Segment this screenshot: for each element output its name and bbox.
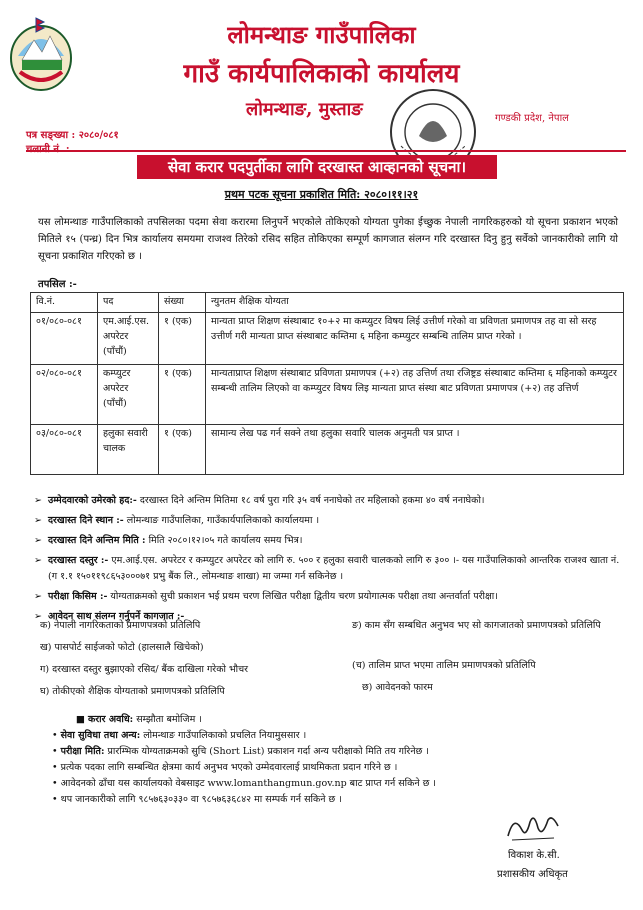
point-label: दरखास्त दस्तुर :-	[48, 555, 109, 566]
point-text: योग्यताक्रमको सुची प्रकाशन भई प्रथम चरण लिखित परीक्षा द्वितीय चरण प्रयोगात्मक परीक्षा तथा अन्तर्वार्ता परीक्षा।	[107, 591, 498, 602]
cell-post: एम.आई.एस. अपरेटर (पाँचौं)	[98, 313, 159, 365]
dispatch-number	[26, 141, 70, 155]
service-text: लोमन्थाङ गाउँपालिकाको प्रचलित नियामुससार ।	[140, 730, 307, 741]
point-exam-date	[42, 744, 622, 760]
contract-label: करार अवधि:	[88, 714, 134, 725]
point-form-download	[42, 776, 622, 792]
table-row	[31, 313, 624, 365]
exam-text: प्रारम्भिक योग्यताक्रमको सुचि (Short List) प्रकाशन गर्दा अन्य परीक्षाको मिति तय गरिनेछ ।	[104, 746, 429, 757]
table-row	[31, 425, 624, 475]
point-text: एम.आई.एस. अपरेटर र कम्प्युटर अपरेटर को लागि रु. ५०० र हलुका सवारी चालकको लागि रु ३०० ।- यस गाउँपालिकाको आन्तरिक राजश्व खाता नं. (ग १.१ १५०११९८६५३०००७१ प्रभु बैंक लि., लोमन्थाङ शाखा) मा जम्मा गर्न सकिनेछ ।	[48, 555, 620, 582]
point-label: आवेदन साथ संलग्न गर्नुपर्ने कागजात :-	[48, 611, 185, 622]
point-exam-type	[26, 589, 626, 605]
point-label: दरखास्त दिने स्थान :-	[48, 515, 124, 526]
posts-table	[30, 292, 624, 475]
point-label: दरखास्त दिने अन्तिम मिति :	[48, 535, 146, 546]
table-row	[31, 365, 624, 425]
point-label: परीक्षा किसिम :-	[48, 591, 108, 602]
doc-citizenship: क) नेपाली नागरिकताको प्रमाणपत्रको प्रतिलिपि	[40, 620, 201, 631]
point-fee	[26, 553, 626, 585]
office-name: गाउँ कार्यपालिकाको कार्यालय	[183, 59, 460, 89]
bullet-icon: ➢	[34, 591, 42, 602]
doc-education: घ) तोकीएको शैक्षिक योग्यताको प्रमाणपत्रको प्रतिलिपि	[40, 686, 225, 697]
service-label: सेवा सुविधा तथा अन्य:	[60, 730, 141, 741]
point-deadline	[26, 533, 626, 549]
point-age-limit	[26, 493, 626, 509]
reference-number: पत्र सङ्ख्या : २०८०/०८१	[26, 130, 119, 141]
cell-qualification: मान्यता प्राप्त शिक्षण संस्थाबाट १०+२ मा कम्प्युटर विषय लिई उत्तीर्ण गरेको वा प्रविणता प्रमाणपत्र तह वा सो सरह उत्तीर्ण गरी मान्यता प्राप्त संस्थाबाट कम्तिमा ६ महिना कम्प्युटर सम्बन्धि तालिम प्राप्त गरेको ।	[206, 313, 624, 365]
header-divider	[26, 150, 626, 152]
bullet-icon: •	[52, 794, 61, 805]
municipality-name: लोमन्थाङ गाउँपालिका	[227, 20, 416, 49]
signature-icon	[504, 808, 564, 848]
signatory-name: विकाश के.सी.	[508, 850, 560, 861]
point-contract	[42, 712, 622, 728]
exam-label: परीक्षा मिति:	[60, 746, 105, 757]
point-submission-place	[26, 513, 626, 529]
bullet-icon: •	[52, 762, 61, 773]
doc-photo: ख) पासपोर्ट साईजको फोटो (हालसालै खिचेको)	[40, 642, 204, 653]
bullet-icon: •	[52, 730, 61, 741]
bullet-icon: •	[52, 778, 61, 789]
bullet-icon: ■	[76, 714, 88, 725]
point-local-priority	[42, 760, 622, 776]
form-text: आवेदनको ढाँचा यस कार्यालयको वेबसाइट www.lomanthangmun.gov.np बाट प्राप्त गर्न सकिने छ ।	[60, 778, 436, 789]
publish-date-text: प्रथम पटक सूचना प्रकाशित मिति: २०८०।११।२१	[224, 188, 419, 201]
province-label: गण्डकी प्रदेश, नेपाल	[495, 113, 569, 124]
bullet-icon: ➢	[34, 515, 42, 526]
local-text: प्रत्येक पदका लागि सम्बन्धित क्षेत्रमा कार्य अनुभव भएको उम्मेदवारलाई प्राथमिकता प्रदान गरिने छ ।	[60, 762, 398, 773]
cell-count: १ (एक)	[159, 425, 206, 475]
cell-count: १ (एक)	[159, 313, 206, 365]
header-post: पद	[98, 293, 159, 313]
point-service	[42, 728, 622, 744]
notice-title: सेवा करार पदपुर्तीका लागि दरखास्त आव्हानको सूचना।	[137, 155, 497, 179]
bullet-icon: •	[52, 746, 61, 757]
table-header-row	[31, 293, 624, 313]
publish-date	[0, 187, 643, 202]
header-serial: वि.नं.	[31, 293, 98, 313]
contract-text: सम्झौता बमोजिम ।	[133, 714, 202, 725]
point-contact	[42, 792, 622, 808]
cell-qualification: मान्यताप्राप्त शिक्षण संस्थाबाट प्रविणता प्रमाणपत्र (+२) तह उत्तिर्ण तथा रजिष्ट्रड संस्थाबाट कम्तिमा ६ महिनाको कम्प्युटर सम्बन्धी तालिम लिएको वा कम्प्युटर विषय लिइ मान्यता प्राप्त संस्था बाट प्रविणता प्रमाणपत्र (+२) तह उत्तिर्ण	[206, 365, 624, 425]
cell-serial: ०२/०८०-०८१	[31, 365, 98, 425]
cell-serial: ०३/०८०-०८१	[31, 425, 98, 475]
header-count: संख्या	[159, 293, 206, 313]
bullet-icon: ➢	[34, 611, 42, 622]
contact-text: थप जानकारीको लागि ९८५७६३०३३० वा ९८५७६३६८४२ मा सम्पर्क गर्न सकिने छ ।	[60, 794, 342, 805]
doc-fee-receipt: ग) दरखास्त दस्तुर बुझाएको रसिद/ बैंक दाखिला गरेको भौचर	[40, 664, 249, 675]
doc-experience: ङ) काम सँग सम्बधित अनुभव भए सो कागजातको प्रमाणपत्रको प्रतिलिपि	[352, 620, 601, 631]
header-qualification: न्युनतम शैक्षिक योग्यता	[206, 293, 624, 313]
doc-training: (च) तालिम प्राप्त भएमा तालिम प्रमाणपत्रको प्रतिलिपि	[352, 660, 536, 671]
signatory-post: प्रशासकीय अधिकृत	[497, 869, 568, 880]
cell-serial: ०१/०८०-०८१	[31, 313, 98, 365]
doc-form: छ) आवेदनको फारम	[362, 682, 433, 693]
bullet-icon: ➢	[34, 555, 42, 566]
cell-count: १ (एक)	[159, 365, 206, 425]
cell-post: हलुका सवारी चालक	[98, 425, 159, 475]
intro-paragraph: यस लोमन्थाङ गाउँपालिकाको तपसिलका पदमा सेवा करारमा लिनुपर्ने भएकोले तोकिएको योग्यता पुगेका ईच्छुक नेपाली नागरिकहरुको यो सूचना प्रकाशन भएको मितिले १५ (पन्ध्र) दिन भित्र कार्यालय समयमा राजश्व तिरेको रसिद सहित तोकिएका सम्पूर्ण कागजात संलग्न गरि दरखास्त दिनु हुनु सर्वेको जानकारीको लागि यो सूचना प्रकाशित गरिएको छ ।	[38, 217, 618, 262]
point-label: उम्मेदवारको उमेरको हद:-	[48, 495, 137, 506]
bullet-icon: ➢	[34, 535, 42, 546]
point-text: दरखास्त दिने अन्तिम मितिमा १८ वर्ष पुरा गरि ३५ वर्ष ननाघेको तर महिलाको हकमा ४० वर्ष ननाघेको।	[136, 495, 485, 506]
additional-points	[42, 712, 622, 808]
point-text: मिति २०८०।१२।०५ गते कार्यालय समय भित्र।	[145, 535, 303, 546]
cell-post: कम्प्युटर अपरेटर (पाँचौं)	[98, 365, 159, 425]
point-text: लोमन्थाङ गाउँपालिका, गाउँकार्यपालिकाको कार्यालयमा ।	[123, 515, 320, 526]
table-label: तपसिल :-	[38, 279, 77, 290]
cell-qualification: सामान्य लेख पढ गर्न सक्ने तथा हलुका सवारि चालक अनुमती पत्र प्राप्त ।	[206, 425, 624, 475]
office-location: लोमन्थाङ, मुस्ताङ	[246, 99, 363, 120]
notice-points	[26, 493, 626, 629]
bullet-icon: ➢	[34, 495, 42, 506]
